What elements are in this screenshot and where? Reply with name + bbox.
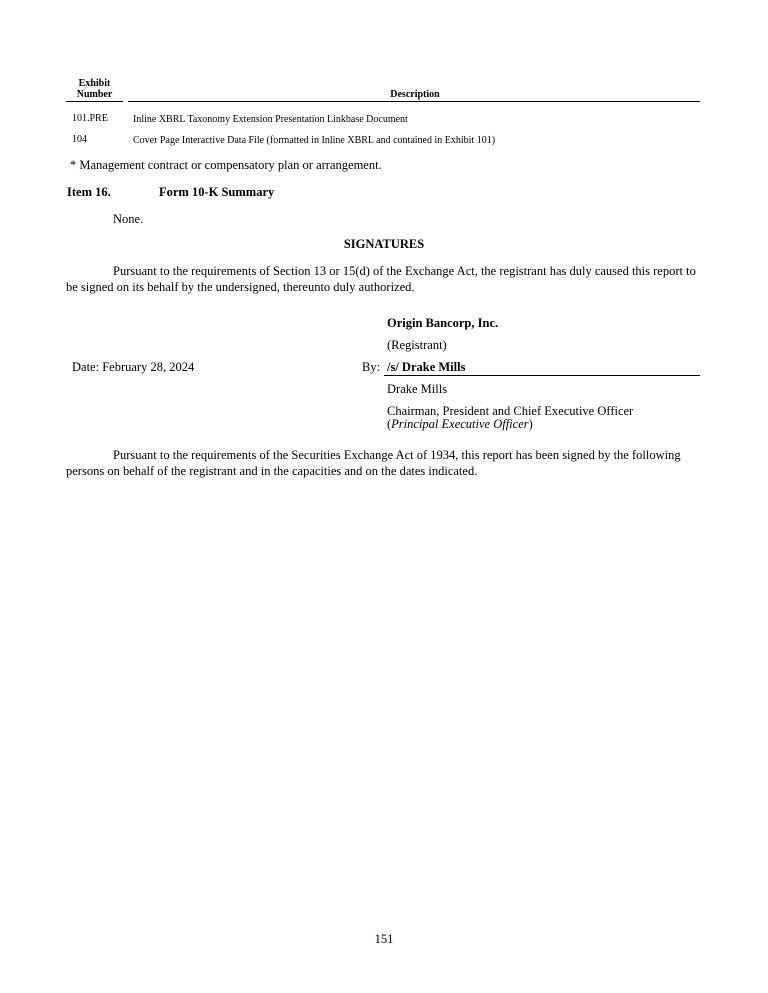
exhibit-header-rule — [66, 101, 123, 102]
capacity-open-paren: ( — [387, 417, 392, 431]
capacity-close-paren: ) — [528, 417, 533, 431]
registrant-label: (Registrant) — [387, 338, 447, 352]
signer-name: Drake Mills — [387, 382, 448, 396]
signature-line: /s/ Drake Mills — [387, 360, 466, 374]
page-number: 151 — [374, 932, 394, 946]
description-header-rule — [128, 101, 700, 102]
footnote: * Management contract or compensatory plan or arrangement. — [70, 158, 382, 172]
signature-rule — [384, 375, 700, 376]
closing-paragraph: Pursuant to the requirements of the Securities Exchange Act of 1934, this report has been signed by the following persons on behalf of the registrant and in the capacities and on the dates indicated. — [66, 448, 681, 478]
by-label: By: — [362, 360, 381, 374]
item-number: Item 16. — [67, 185, 111, 199]
table-row-description: Cover Page Interactive Data File (formatted in Inline XBRL and contained in Exhibit 101) — [133, 135, 496, 146]
item-body: None. — [113, 212, 144, 226]
company-name: Origin Bancorp, Inc. — [387, 316, 499, 330]
table-row-description: Inline XBRL Taxonomy Extension Presentation Linkbase Document — [133, 114, 408, 125]
signer-title: Chairman, President and Chief Executive Officer — [387, 404, 634, 418]
description-header: Description — [390, 89, 440, 100]
table-row-number: 104 — [72, 134, 87, 145]
capacity-text: Principal Executive Officer — [391, 417, 529, 431]
exhibit-header-line2: Number — [76, 89, 113, 100]
signatures-intro-paragraph: Pursuant to the requirements of Section 13 or 15(d) of the Exchange Act, the registrant has duly caused this report to be signed on its behalf by the undersigned, thereunto duly authorized. — [66, 264, 696, 294]
exhibit-number-header — [66, 78, 123, 100]
signatures-heading: SIGNATURES — [343, 237, 425, 251]
item-title: Form 10-K Summary — [159, 185, 275, 199]
signer-capacity — [387, 418, 533, 431]
exhibit-header-line1: Exhibit — [78, 78, 111, 89]
table-row-number: 101.PRE — [72, 113, 108, 124]
signature-date: Date: February 28, 2024 — [72, 360, 195, 374]
